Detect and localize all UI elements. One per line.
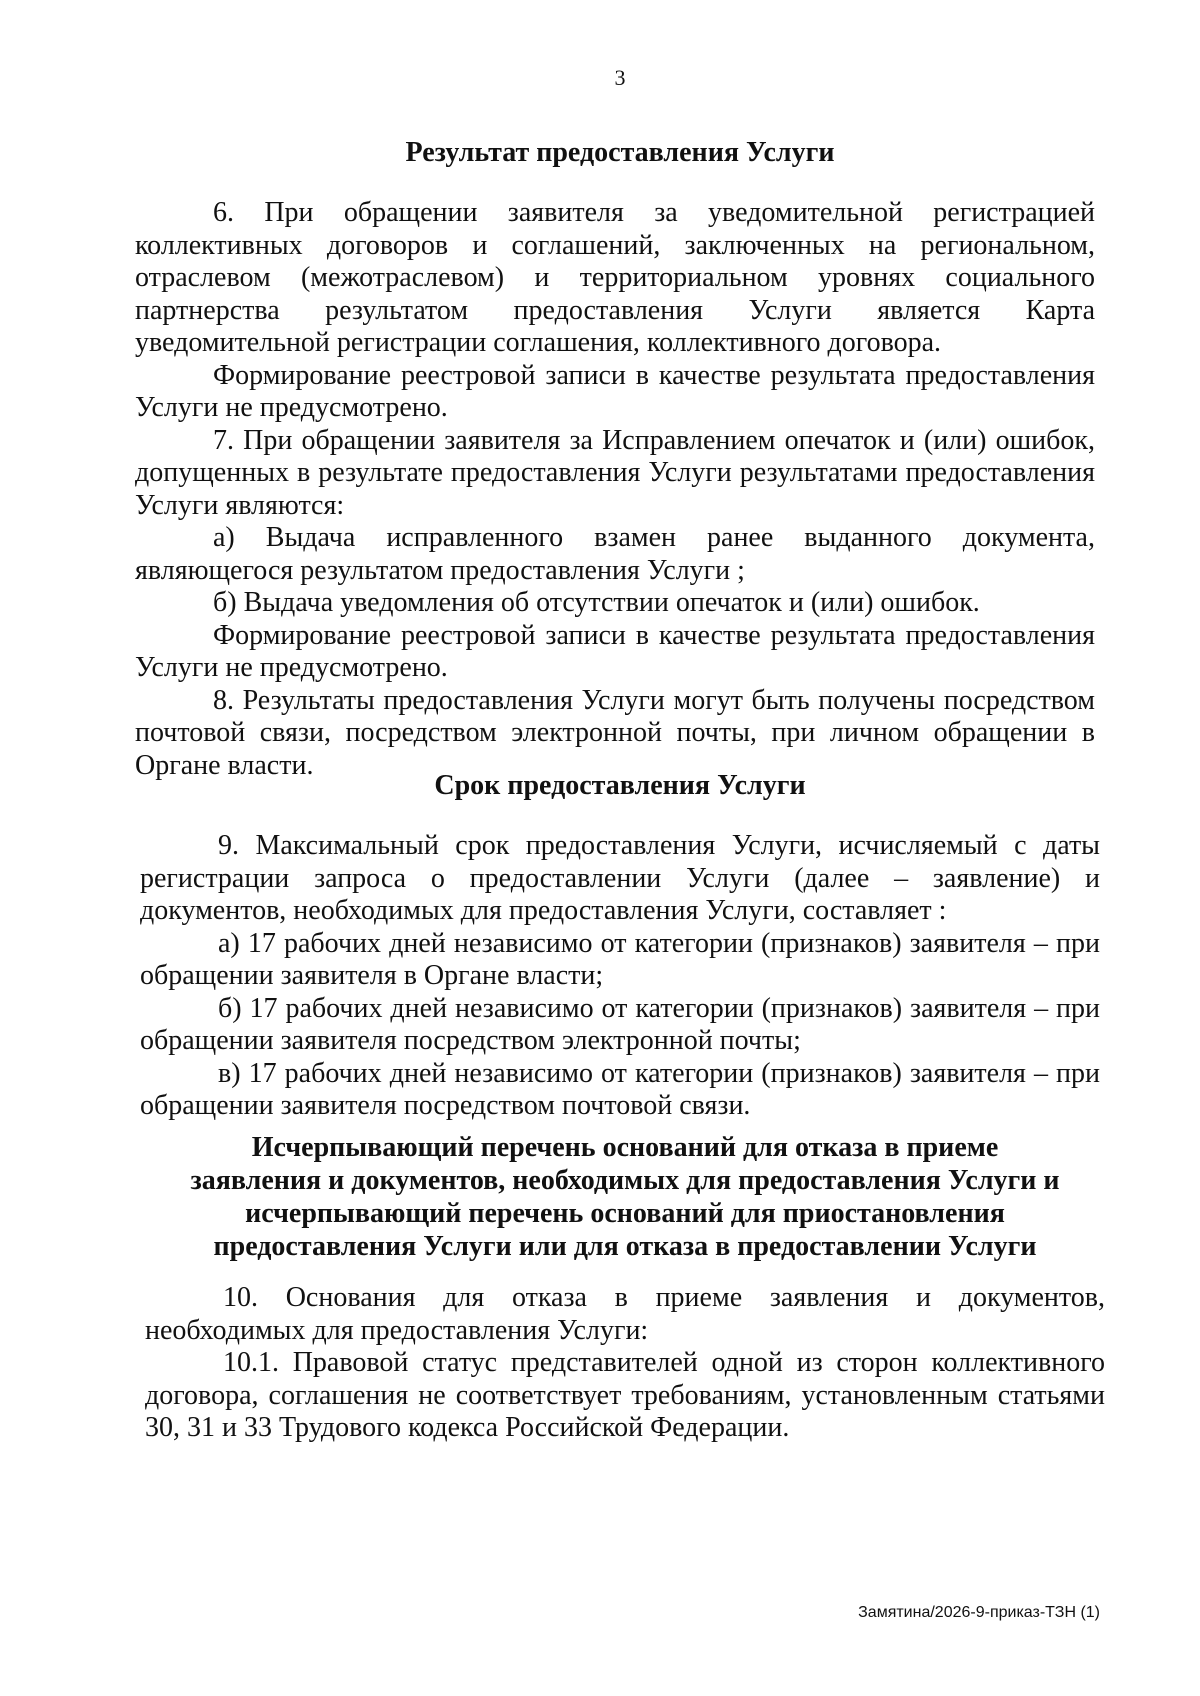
paragraph: 7. При обращении заявителя за Исправлением опечаток и (или) ошибок, допущенных в результате предоставления Услуги результатами предоставления Услуги являются: [135, 424, 1095, 521]
paragraph: а) 17 рабочих дней независимо от категории (признаков) заявителя – при обращении заявителя в Органе власти; [140, 927, 1100, 991]
paragraph: Формирование реестровой записи в качестве результата предоставления Услуги не предусмотрено. [135, 619, 1095, 683]
paragraph: 8. Результаты предоставления Услуги могут быть получены посредством почтовой связи, посредством электронной почты, при личном обращении в Органе власти. [135, 684, 1095, 781]
paragraph: 9. Максимальный срок предоставления Услуги, исчисляемый с даты регистрации запроса о предоставлении Услуги (далее – заявление) и документов, необходимых для предоставления Услуги, составляет : [140, 830, 1100, 926]
document-footer-code: Замятина/2026-9-приказ-ТЗН (1) [858, 1604, 1100, 1621]
section-heading-refusal [145, 1131, 1105, 1263]
paragraph: б) Выдача уведомления об отсутствии опечаток и (или) ошибок. [213, 587, 980, 618]
heading-line: Исчерпывающий перечень оснований для отказа в приеме [251, 1132, 999, 1163]
page-number: 3 [614, 65, 626, 90]
heading-line: заявления и документов, необходимых для предоставления Услуги и [190, 1165, 1060, 1196]
paragraph: в) 17 рабочих дней независимо от категории (признаков) заявителя – при обращении заявителя посредством почтовой связи. [140, 1057, 1100, 1121]
section-body-term [140, 830, 1100, 1123]
section-heading-term: Срок предоставления Услуги [434, 770, 806, 801]
heading-line: исчерпывающий перечень оснований для приостановления [245, 1198, 1005, 1229]
section-body-result [135, 197, 1095, 782]
paragraph: 10. Основания для отказа в приеме заявления и документов, необходимых для предоставления Услуги: [145, 1282, 1105, 1346]
paragraph: Формирование реестровой записи в качестве результата предоставления Услуги не предусмотрено. [135, 359, 1095, 423]
paragraph: а) Выдача исправленного взамен ранее выданного документа, являющегося результатом предоставления Услуги ; [135, 522, 1095, 586]
section-heading-result: Результат предоставления Услуги [405, 137, 835, 168]
paragraph: 6. При обращении заявителя за уведомительной регистрацией коллективных договоров и соглашений, заключенных на региональном, отраслевом (межотраслевом) и территориальном уровнях социального партнерства результатом предоставления Услуги является Карта уведомительной регистрации соглашения, коллективного договора. [135, 197, 1095, 358]
paragraph: б) 17 рабочих дней независимо от категории (признаков) заявителя – при обращении заявителя посредством электронной почты; [140, 992, 1100, 1056]
paragraph: 10.1. Правовой статус представителей одной из сторон коллективного договора, соглашения не соответствует требованиям, установленным статьями 30, 31 и 33 Трудового кодекса Российской Федерации. [145, 1347, 1105, 1443]
section-body-refusal [145, 1282, 1105, 1445]
heading-line: предоставления Услуги или для отказа в предоставлении Услуги [213, 1231, 1037, 1262]
